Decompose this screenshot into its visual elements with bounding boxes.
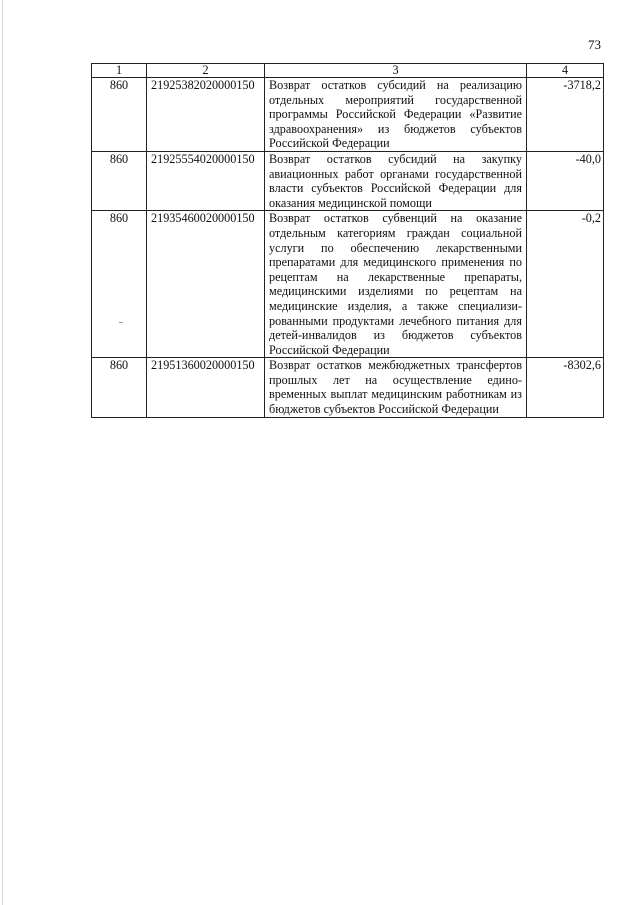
- table-row: [92, 151, 604, 210]
- amount-cell: -3718,2: [527, 78, 604, 152]
- budget-return-table: [91, 63, 604, 418]
- description-cell: Возврат остатков межбюджетных трансфертов прошлых лет на осуществление единовременных выплат медицинским работникам из бюджетов субъектов Российской Федерации: [265, 358, 527, 417]
- table-row: [92, 78, 604, 152]
- admin-code-cell: 860: [92, 78, 147, 152]
- table-body: [92, 78, 604, 418]
- table-row: [92, 358, 604, 417]
- description-cell: Возврат остатков субсидий на закупку авиационных работ органами государственной власти субъектов Российской Федерации для оказания медицинской помощи: [265, 151, 527, 210]
- column-header-3: 3: [265, 64, 527, 78]
- column-header-4: 4: [527, 64, 604, 78]
- scan-mark: [119, 322, 123, 323]
- admin-code-cell: 860: [92, 358, 147, 417]
- amount-cell: -40,0: [527, 151, 604, 210]
- table-row: [92, 211, 604, 358]
- page-number: 73: [588, 37, 601, 52]
- description-cell: Возврат остатков субвенций на оказание отдельным категориям граждан социальной услуги по обеспечению лекарственными препаратами для медицинского применения по рецептам на лекарственные препараты, медицинскими изделиями по рецептам на медицинские изделия, а также специализированными продуктами лечебного питания для детей-инвалидов из бюджетов субъектов Российской Федерации: [265, 211, 527, 358]
- column-header-1: 1: [92, 64, 147, 78]
- admin-code-cell: 860: [92, 211, 147, 358]
- description-cell: Возврат остатков субсидий на реализацию отдельных мероприятий государственной программы Российской Федерации «Развитие здравоохранения» из бюджетов субъектов Российской Федерации: [265, 78, 527, 152]
- scan-edge-line: [2, 0, 3, 905]
- table-header: [92, 64, 604, 78]
- column-header-2: 2: [147, 64, 265, 78]
- admin-code-cell: 860: [92, 151, 147, 210]
- amount-cell: -8302,6: [527, 358, 604, 417]
- amount-cell: -0,2: [527, 211, 604, 358]
- table-header-row: [92, 64, 604, 78]
- kbk-code-cell: 21925382020000150: [147, 78, 265, 152]
- kbk-code-cell: 21935460020000150: [147, 211, 265, 358]
- kbk-code-cell: 21925554020000150: [147, 151, 265, 210]
- kbk-code-cell: 21951360020000150: [147, 358, 265, 417]
